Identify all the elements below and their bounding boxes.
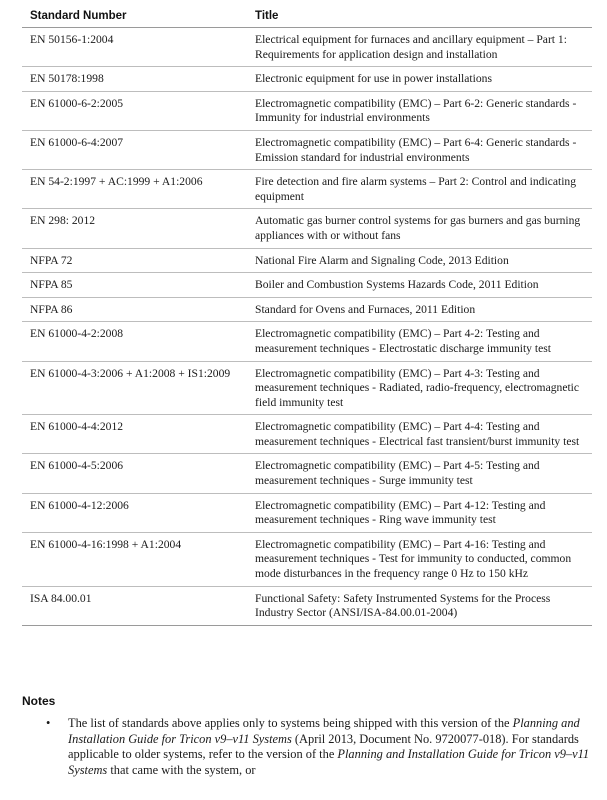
standard-title-cell: Functional Safety: Safety Instrumented Systems for the Process Industry Sector (ANSI/ISA-84.00.01-2004): [247, 586, 592, 625]
guide-title-reference: Planning and Installation Guide for Tricon v9–v11 Systems: [68, 716, 580, 746]
note-list-item: [46, 716, 591, 778]
note-text-part: (April 2013, Document No. 9720077-018). For standards applicable to older systems, refer to the version of the: [68, 731, 579, 762]
note-text: [68, 716, 591, 778]
standard-number-cell: EN 61000-4-2:2008: [22, 322, 247, 361]
standard-number-cell: EN 50178:1998: [22, 67, 247, 92]
column-header-standard-number: Standard Number: [22, 4, 247, 28]
standard-title-cell: Electrical equipment for furnaces and ancillary equipment – Part 1: Requirements for application design and installation: [247, 28, 592, 67]
standard-number-cell: EN 61000-6-2:2005: [22, 91, 247, 130]
standard-title-cell: Fire detection and fire alarm systems – Part 2: Control and indicating equipment: [247, 170, 592, 209]
table-row: [22, 130, 592, 169]
standard-number-cell: ISA 84.00.01: [22, 586, 247, 625]
standard-number-cell: EN 61000-4-5:2006: [22, 454, 247, 493]
standards-table: [22, 4, 592, 626]
table-header-row: [22, 4, 592, 28]
standard-number-cell: EN 61000-4-12:2006: [22, 493, 247, 532]
standard-title-cell: Automatic gas burner control systems for gas burners and gas burning appliances with or without fans: [247, 209, 592, 248]
table-row: [22, 322, 592, 361]
table-row: [22, 415, 592, 454]
table-row: [22, 361, 592, 415]
standard-number-cell: EN 61000-4-3:2006 + A1:2008 + IS1:2009: [22, 361, 247, 415]
table-body: [22, 28, 592, 626]
standard-number-cell: EN 61000-4-16:1998 + A1:2004: [22, 532, 247, 586]
note-text-part: The list of standards above applies only to systems being shipped with this version of the: [68, 716, 513, 730]
column-header-title: Title: [247, 4, 592, 28]
standard-title-cell: Electromagnetic compatibility (EMC) – Part 4-5: Testing and measurement techniques - Surge immunity test: [247, 454, 592, 493]
standard-title-cell: Boiler and Combustion Systems Hazards Code, 2011 Edition: [247, 273, 592, 298]
table-row: [22, 586, 592, 625]
standard-number-cell: EN 54-2:1997 + AC:1999 + A1:2006: [22, 170, 247, 209]
standard-number-cell: NFPA 86: [22, 297, 247, 322]
standard-title-cell: Electromagnetic compatibility (EMC) – Part 4-4: Testing and measurement techniques - Electrical fast transient/burst immunity test: [247, 415, 592, 454]
standard-number-cell: EN 61000-4-4:2012: [22, 415, 247, 454]
table-row: [22, 297, 592, 322]
standard-title-cell: National Fire Alarm and Signaling Code, 2013 Edition: [247, 248, 592, 273]
bullet-icon: •: [46, 716, 51, 730]
table-row: [22, 248, 592, 273]
standard-title-cell: Electromagnetic compatibility (EMC) – Part 6-2: Generic standards - Immunity for industrial environments: [247, 91, 592, 130]
standard-title-cell: Electronic equipment for use in power installations: [247, 67, 592, 92]
table-row: [22, 532, 592, 586]
standard-number-cell: EN 61000-6-4:2007: [22, 130, 247, 169]
standard-title-cell: Electromagnetic compatibility (EMC) – Part 4-16: Testing and measurement techniques - Test for immunity to conducted, common mode disturbances in the frequency range 0 Hz to 150 kHz: [247, 532, 592, 586]
note-text-part: that came with the system, or: [107, 762, 256, 777]
table-row: [22, 493, 592, 532]
standard-number-cell: EN 50156-1:2004: [22, 28, 247, 67]
table-row: [22, 209, 592, 248]
notes-heading: Notes: [22, 694, 56, 708]
standard-number-cell: EN 298: 2012: [22, 209, 247, 248]
table-row: [22, 170, 592, 209]
standard-number-cell: NFPA 72: [22, 248, 247, 273]
standard-title-cell: Electromagnetic compatibility (EMC) – Part 4-12: Testing and measurement techniques - Ring wave immunity test: [247, 493, 592, 532]
table-row: [22, 67, 592, 92]
standard-title-cell: Electromagnetic compatibility (EMC) – Part 4-2: Testing and measurement techniques - Electrostatic discharge immunity test: [247, 322, 592, 361]
standard-title-cell: Standard for Ovens and Furnaces, 2011 Edition: [247, 297, 592, 322]
standard-title-cell: Electromagnetic compatibility (EMC) – Part 6-4: Generic standards - Emission standard for industrial environments: [247, 130, 592, 169]
standard-title-cell: Electromagnetic compatibility (EMC) – Part 4-3: Testing and measurement techniques - Radiated, radio-frequency, electromagnetic field immunity test: [247, 361, 592, 415]
table-row: [22, 454, 592, 493]
table-row: [22, 91, 592, 130]
table-row: [22, 28, 592, 67]
guide-title-reference: Planning and Installation Guide for Tricon v9–v11 Systems: [68, 747, 590, 777]
standard-number-cell: NFPA 85: [22, 273, 247, 298]
table-row: [22, 273, 592, 298]
